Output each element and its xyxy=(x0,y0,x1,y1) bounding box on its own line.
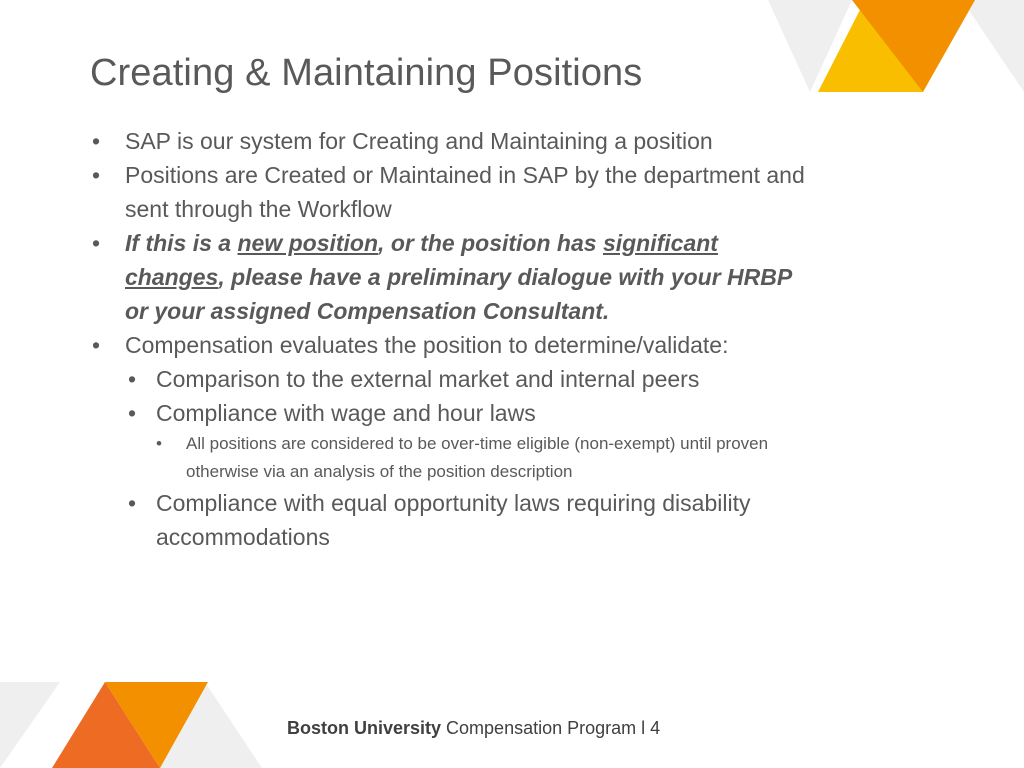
slide-body xyxy=(90,124,810,554)
sub-sub-bullet-list xyxy=(125,430,810,485)
bottom-gray-triangle-left xyxy=(0,682,60,768)
bullet-dot: • xyxy=(156,434,162,453)
sub-bullet-list xyxy=(125,486,810,554)
page-number: 4 xyxy=(650,718,661,738)
bullet-dot: • xyxy=(92,230,101,256)
bullet-item xyxy=(90,124,810,158)
bullet-text: Compensation evaluates the position to determine/validate: xyxy=(125,332,729,358)
bullet-item xyxy=(90,158,810,226)
bullet-dot: • xyxy=(92,162,101,188)
new-position-text: new position xyxy=(237,230,379,256)
sub-bullet-item xyxy=(125,486,810,554)
bullet-list xyxy=(90,124,810,554)
bullet-item-emphasis xyxy=(90,226,810,328)
slide-title: Creating & Maintaining Positions xyxy=(90,52,643,94)
footer-org: Boston University xyxy=(287,718,442,738)
sub-bullet-list xyxy=(125,362,810,430)
bullet-dot: • xyxy=(128,490,137,516)
sub-bullet-item xyxy=(125,362,810,396)
sub-bullet-text: Compliance with equal opportunity laws requiring disability accommodations xyxy=(156,490,751,550)
sub-sub-bullet-item xyxy=(125,430,810,485)
bullet-text-part: , or the position has xyxy=(378,230,603,256)
sub-bullet-text: Compliance with wage and hour laws xyxy=(156,400,536,426)
bullet-text-part: If this is a xyxy=(125,230,238,256)
bullet-text: SAP is our system for Creating and Maintaining a position xyxy=(125,128,713,154)
footer-program: Compensation Program xyxy=(446,718,637,738)
slide-footer xyxy=(287,718,660,739)
bullet-dot: • xyxy=(128,400,137,426)
bullet-item xyxy=(90,328,810,554)
bullet-dot: • xyxy=(128,366,137,392)
bullet-dot: • xyxy=(92,332,101,358)
bullet-text-part: , please have a preliminary dialogue with your HRBP or your assigned Compensation Consultant. xyxy=(125,264,792,324)
bullet-text: Positions are Created or Maintained in SAP by the department and sent through the Workflow xyxy=(125,162,805,222)
sub-bullet-text: Comparison to the external market and internal peers xyxy=(156,366,700,392)
top-gray-triangle-right xyxy=(962,0,1024,92)
significant-changes-text: significant changes xyxy=(125,230,718,290)
sub-sub-bullet-text: All positions are considered to be over-time eligible (non-exempt) until proven otherwise via an analysis of the position description xyxy=(186,434,769,481)
footer-separator: l xyxy=(641,718,646,738)
bullet-dot: • xyxy=(92,128,101,154)
sub-bullet-item xyxy=(125,396,810,430)
